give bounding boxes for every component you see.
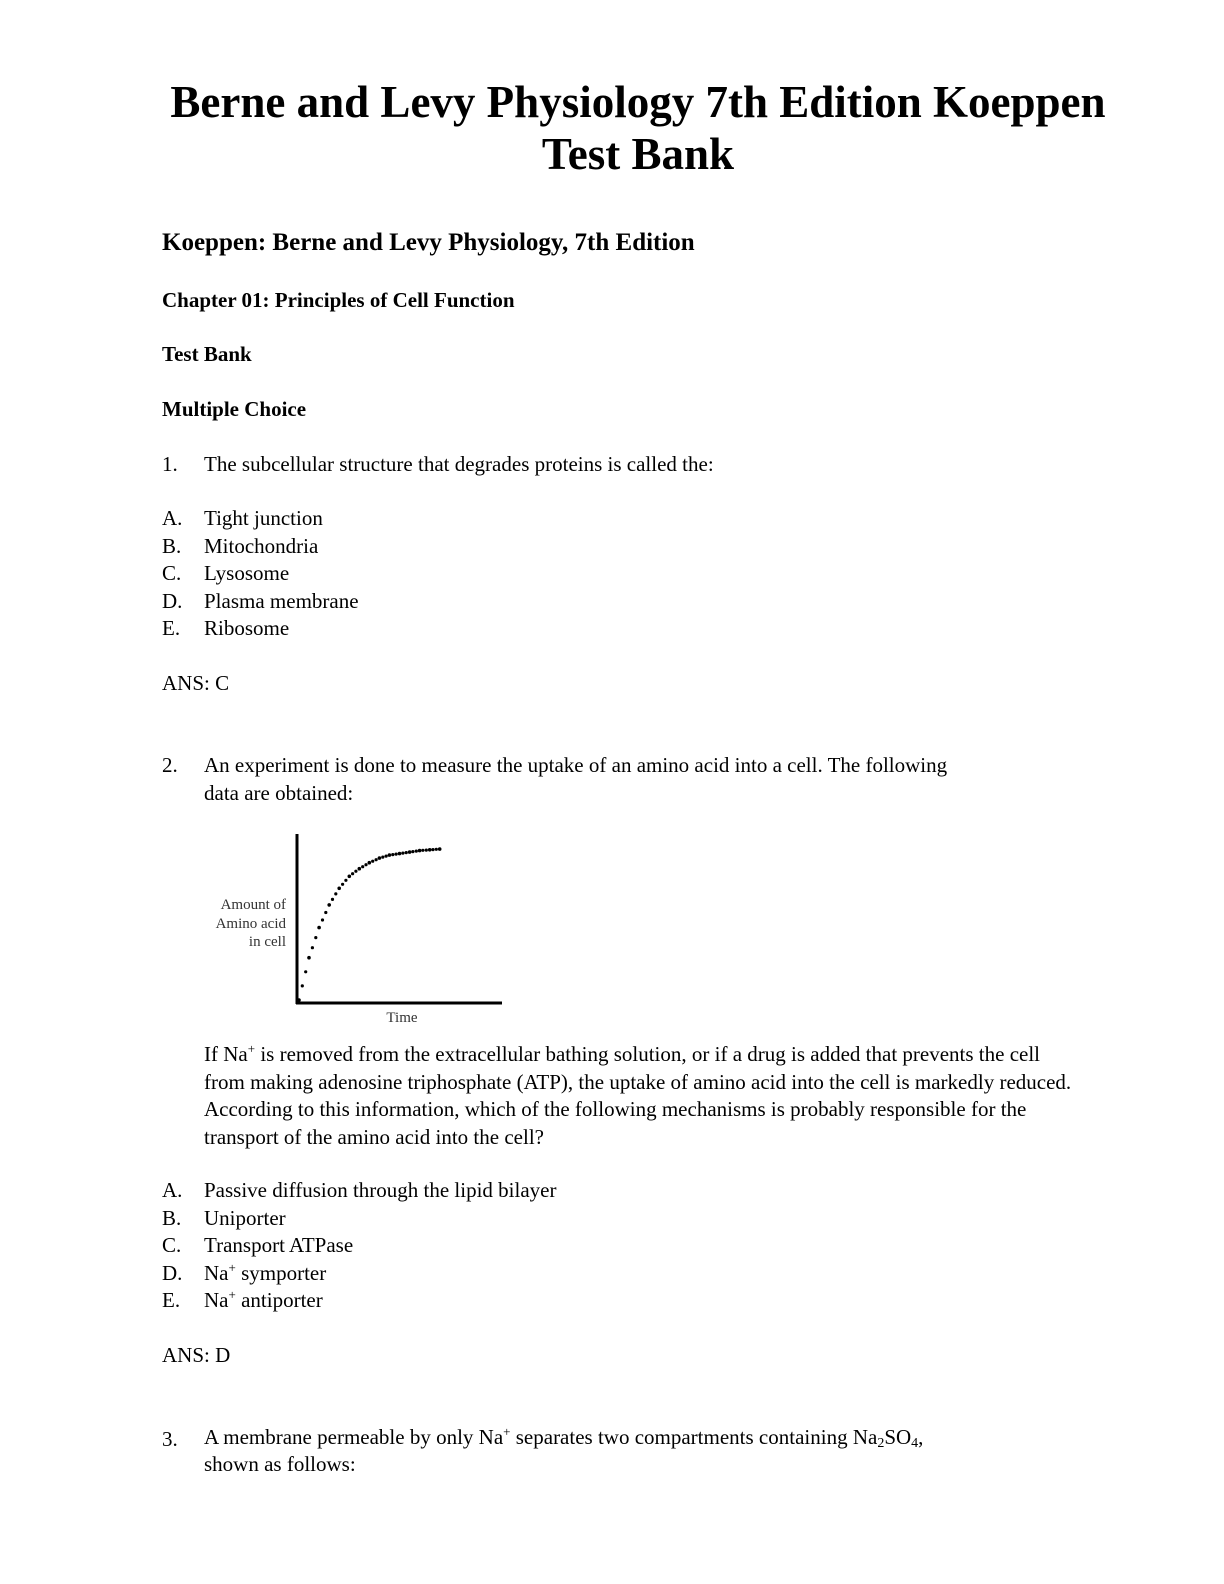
option-text: antiporter [235,1288,323,1312]
option-text: Passive diffusion through the lipid bilayer [204,1178,557,1202]
y-axis-label-line-3: in cell [248,934,286,950]
superscript: + [503,1424,511,1439]
paragraph-text: If Na [204,1042,248,1066]
option-letter: B. [162,1205,182,1230]
answer-options [162,1177,557,1315]
data-point [307,956,311,960]
curve-dot [435,848,438,851]
option-text: symporter [235,1260,327,1285]
section-heading: Test Bank [162,342,252,366]
stem-text: separates two compartments containing Na [510,1425,878,1449]
data-points [297,847,441,1002]
curve-dot [411,850,414,853]
curve-dot [415,850,418,853]
answer-options [162,505,359,643]
answer-option [162,1260,557,1288]
question-number: 3. [162,1427,178,1451]
y-axis-label-line-1: Amount of [220,897,286,913]
question-stem-line-2: data are obtained: [204,781,354,805]
option-text: Tight junction [204,506,323,530]
subscript: 4 [911,1436,919,1451]
answer-option [162,1205,557,1233]
superscript: + [247,1041,256,1056]
document-title-line-2: Test Bank [541,129,735,179]
subsection-heading: Multiple Choice [162,397,307,421]
option-text: Lysosome [204,561,290,585]
curve-dot [324,911,327,914]
option-letter: A. [162,506,183,530]
document-title-line-1: Berne and Levy Physiology 7th Edition Koeppen [170,77,1106,127]
question-stem-line-1: An experiment is done to measure the uptake of an amino acid into a cell. The following [204,753,948,777]
stem-text: A membrane permeable by only Na [204,1425,504,1449]
option-text: Uniporter [204,1205,286,1230]
curve-dot [421,849,424,852]
data-point [388,853,392,857]
option-letter: D. [162,588,183,613]
question-stem-line-2: shown as follows: [204,1452,356,1476]
curve-dot [401,852,404,855]
data-point [378,856,382,860]
data-point [358,867,362,871]
data-point [408,850,412,854]
curve-dot [301,984,304,987]
data-point [428,848,432,852]
data-point [368,861,372,865]
paragraph-text: is removed from the extracellular bathing solution, or if a drug is added that prevents the cell from making adenosine triphosphate (ATP), the uptake of amino acid into the cell is markedly reduced. According to this information, which of the following mechanisms is probably responsible for the transport of the amino acid into the cell? [204,1042,1072,1149]
stem-text: , [918,1425,924,1449]
data-point [297,998,301,1002]
data-point [418,849,422,853]
subscript: 2 [877,1436,885,1451]
data-point [348,875,352,879]
superscript: + [228,1259,236,1275]
option-letter: E. [162,616,181,640]
curve-dot [371,860,374,863]
data-point [317,926,321,930]
option-text-prefix: Na [204,1260,229,1285]
option-letter: C. [162,1233,182,1257]
curve-dot [391,853,394,856]
option-letter: E. [162,1288,181,1312]
curve-dot [344,879,347,882]
data-point [337,887,341,891]
curve-dot [375,858,378,861]
curve-dot [334,892,337,895]
curve-dot [354,870,357,873]
option-text-prefix: Na [204,1288,229,1312]
answer-option [162,1287,557,1315]
curve-dot [321,918,324,921]
answer-option [162,505,359,533]
option-text: Mitochondria [204,533,319,558]
curve-dot [385,855,388,858]
answer-option [162,1177,557,1205]
data-point [327,903,331,907]
answer-option [162,588,359,616]
option-letter: C. [162,561,182,585]
curve-dot [341,883,344,886]
x-axis-label: Time [386,1010,418,1026]
option-letter: A. [162,1178,183,1202]
answer-key: ANS: C [162,671,230,695]
question-paragraph [204,1041,1074,1151]
chapter-heading: Chapter 01: Principles of Cell Function [162,288,515,312]
curve-dot [351,872,354,875]
question-stem-line-1 [204,1424,923,1452]
curve-dot [314,936,317,939]
curve-dot [405,851,408,854]
answer-key: ANS: D [162,1343,231,1367]
curve-dot [395,853,398,856]
curve-dot [311,946,314,949]
option-text: Ribosome [204,616,290,640]
y-axis-label-line-2: Amino acid [215,916,286,932]
answer-option [162,560,359,588]
option-letter: D. [162,1260,183,1285]
curve-dot [304,970,307,973]
answer-option [162,533,359,561]
superscript: + [228,1287,236,1302]
curve-dot [381,856,384,859]
option-text: Plasma membrane [204,588,359,613]
data-point [398,852,402,856]
curve-dot [425,849,428,852]
question-number: 2. [162,753,178,777]
curve-dot [361,865,364,868]
curve-dot [331,898,334,901]
option-letter: B. [162,533,182,558]
curve-dot [431,848,434,851]
stem-text: SO [884,1425,912,1449]
question-stem: The subcellular structure that degrades proteins is called the: [204,452,714,476]
data-point [438,847,442,851]
answer-option [162,1232,557,1260]
answer-option [162,615,359,643]
curve-dot [364,863,367,866]
option-text: Transport ATPase [204,1233,354,1257]
question-number: 1. [162,452,178,476]
uptake-curve-chart [200,826,510,1032]
book-heading: Koeppen: Berne and Levy Physiology, 7th Edition [162,229,695,256]
